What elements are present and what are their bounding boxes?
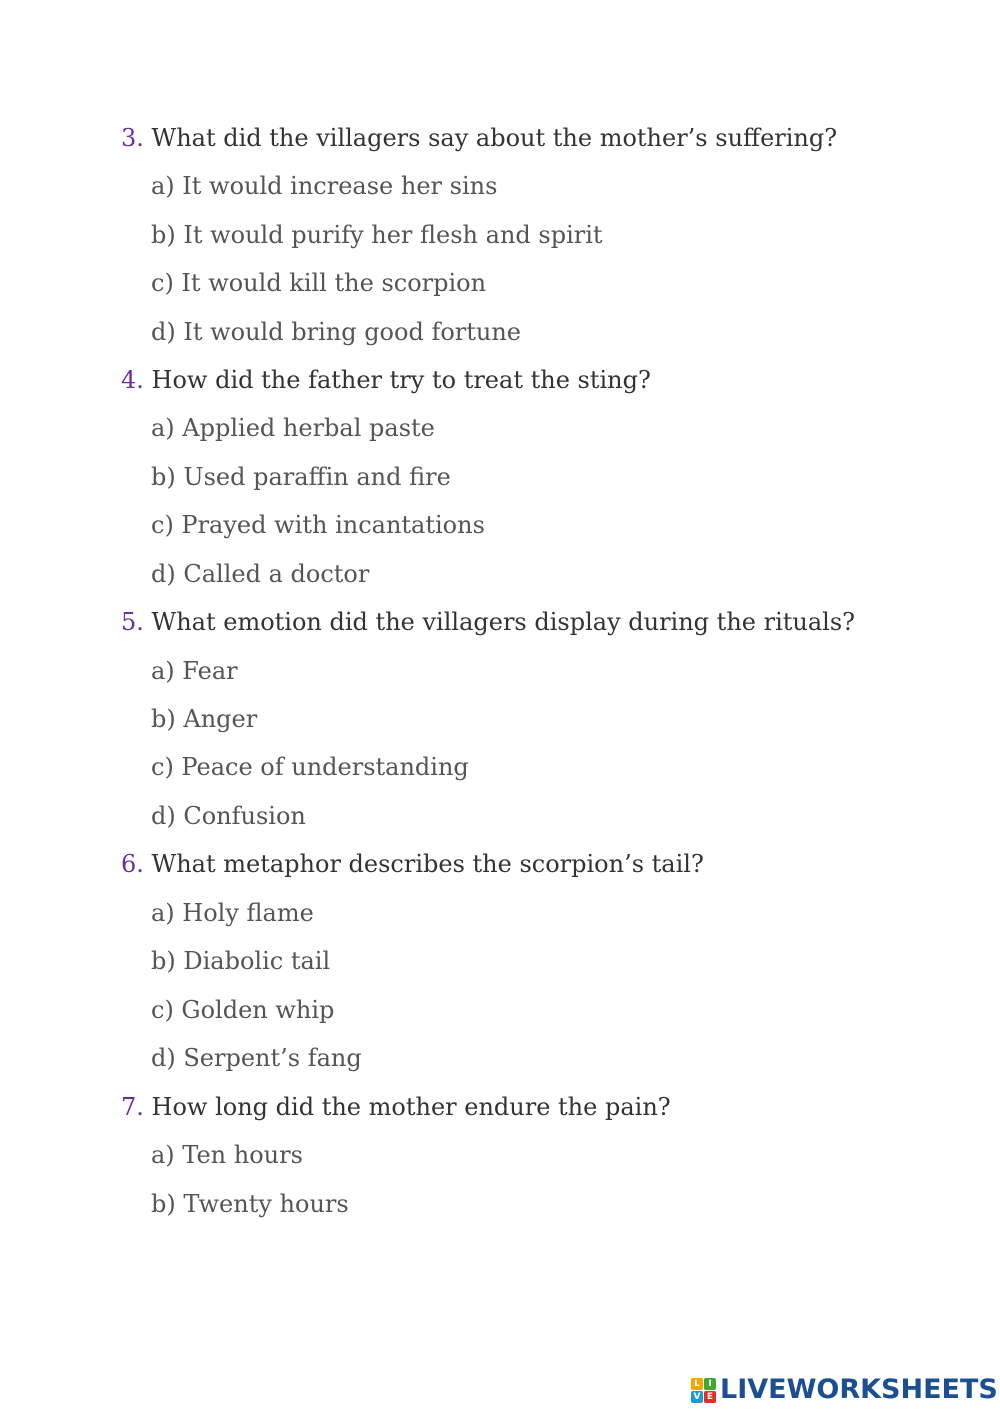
question-7 — [121, 1092, 671, 1122]
question-number: 7. — [121, 1093, 144, 1121]
question-number: 5. — [121, 608, 144, 636]
liveworksheets-logo[interactable] — [691, 1373, 998, 1407]
question-text: What did the villagers say about the mother’s suffering? — [151, 124, 838, 152]
option-7a[interactable]: a) Ten hours — [151, 1141, 303, 1169]
option-5c[interactable]: c) Peace of understanding — [151, 753, 469, 781]
option-5b[interactable]: b) Anger — [151, 705, 258, 733]
option-4a[interactable]: a) Applied herbal paste — [151, 414, 435, 442]
question-text: What emotion did the villagers display during the rituals? — [151, 608, 856, 636]
option-3b[interactable]: b) It would purify her flesh and spirit — [151, 221, 603, 249]
option-6b[interactable]: b) Diabolic tail — [151, 947, 331, 975]
question-number: 3. — [121, 124, 144, 152]
question-3 — [121, 123, 837, 153]
option-7b[interactable]: b) Twenty hours — [151, 1190, 349, 1218]
option-4b[interactable]: b) Used paraffin and fire — [151, 463, 451, 491]
liveworksheets-logo-icon: L I V E — [691, 1378, 716, 1403]
option-5d[interactable]: d) Confusion — [151, 802, 306, 830]
question-5 — [121, 607, 855, 637]
question-text: How did the father try to treat the sting? — [151, 366, 651, 394]
question-text: What metaphor describes the scorpion’s tail? — [151, 850, 704, 878]
option-5a[interactable]: a) Fear — [151, 657, 238, 685]
option-3a[interactable]: a) It would increase her sins — [151, 172, 498, 200]
question-text: How long did the mother endure the pain? — [151, 1093, 671, 1121]
question-number: 4. — [121, 366, 144, 394]
question-4 — [121, 365, 651, 395]
option-3c[interactable]: c) It would kill the scorpion — [151, 269, 487, 297]
option-6a[interactable]: a) Holy flame — [151, 899, 314, 927]
option-3d[interactable]: d) It would bring good fortune — [151, 318, 522, 346]
option-6d[interactable]: d) Serpent’s fang — [151, 1044, 362, 1072]
option-4d[interactable]: d) Called a doctor — [151, 560, 370, 588]
option-6c[interactable]: c) Golden whip — [151, 996, 335, 1024]
option-4c[interactable]: c) Prayed with incantations — [151, 511, 485, 539]
logo-text: LIVEWORKSHEETS — [720, 1374, 998, 1405]
question-number: 6. — [121, 850, 144, 878]
question-6 — [121, 849, 704, 879]
